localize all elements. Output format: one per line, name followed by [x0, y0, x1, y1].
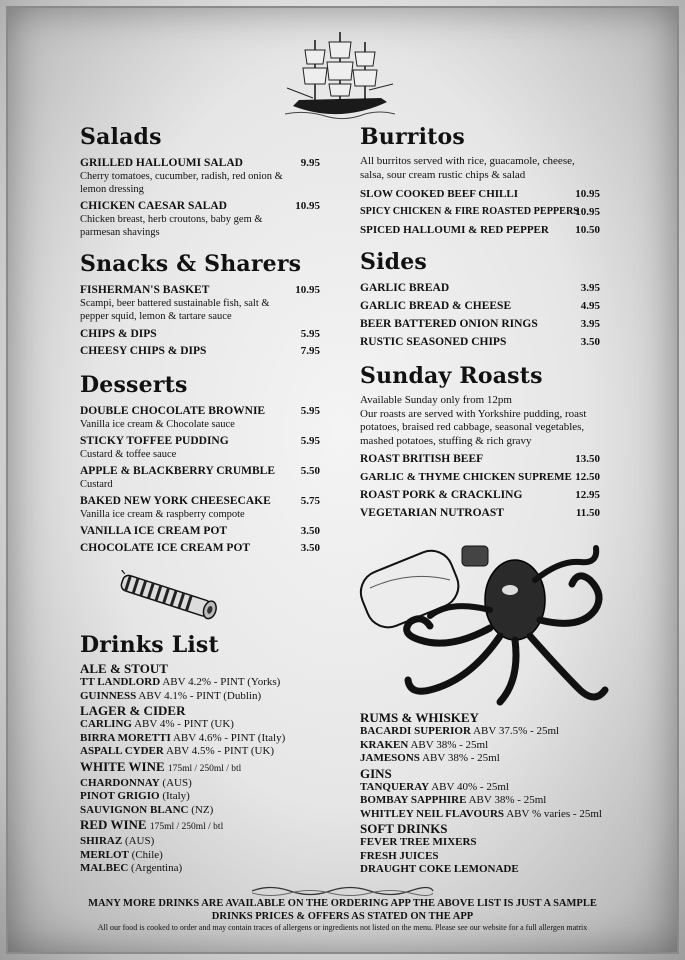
drink-name: TT LANDLORD [80, 676, 161, 688]
item-desc: Vanilla ice cream & Chocolate sauce [80, 419, 235, 430]
soft-drinks-heading: SOFT DRINKS [360, 821, 448, 836]
item-name: SPICED HALLOUMI & RED PEPPER [360, 224, 549, 236]
drink-name: KRAKEN [360, 738, 409, 751]
left-column [80, 124, 320, 555]
drink-detail: ABV 38% - 25ml [468, 794, 547, 806]
item-name: CHIPS & DIPS [80, 328, 157, 340]
item-price: 5.95 [300, 435, 320, 447]
menu-item [360, 205, 600, 219]
drink-name: SAUVIGNON BLANC [80, 803, 189, 816]
drink-detail: ABV 38% - 25ml [410, 738, 489, 751]
drink-detail: (Argentina) [131, 862, 183, 874]
item-name: VEGETARIAN NUTROAST [360, 507, 504, 519]
drink-detail: ABV 4.1% - PINT (Dublin) [138, 689, 262, 702]
drink-name: MERLOT [80, 848, 129, 861]
drink-line [80, 849, 340, 863]
item-desc: Vanilla ice cream & raspberry compote [80, 509, 245, 520]
drink-detail: ABV % varies - 25ml [506, 807, 602, 820]
item-price: 7.95 [300, 345, 320, 357]
drink-detail: (Chile) [131, 848, 163, 861]
item-price: 3.50 [300, 542, 320, 554]
footer-allergens: All our food is cooked to order and may contain traces of allergens or ingredients not listed on the menu. Please see our website for a full allergen matrix [97, 923, 588, 932]
item-price: 12.50 [575, 471, 600, 483]
menu-item [360, 488, 600, 502]
drink-line [360, 808, 620, 822]
item-desc: Custard [80, 479, 113, 490]
drink-detail: ABV 4.6% - PINT (Italy) [172, 731, 286, 744]
drink-line [360, 850, 620, 864]
drink-line [80, 777, 340, 791]
drink-line [80, 718, 340, 732]
item-name: GARLIC BREAD & CHEESE [360, 300, 512, 312]
item-price: 11.50 [575, 507, 600, 519]
drink-detail: ABV 40% - 25ml [431, 780, 509, 793]
item-price: 10.95 [575, 188, 600, 200]
drink-name: JAMESONS [360, 752, 420, 764]
drink-name: ASPALL CYDER [80, 745, 164, 757]
item-price: 10.50 [575, 224, 600, 236]
snacks-title: Snacks & Sharers [80, 251, 302, 277]
item-price: 13.50 [575, 453, 600, 465]
drink-name: CARLING [80, 718, 132, 730]
item-name: SPICY CHICKEN & FIRE ROASTED PEPPERS [360, 206, 579, 217]
drink-line [360, 739, 620, 753]
item-name: GARLIC BREAD [360, 282, 450, 294]
desserts-title: Desserts [80, 372, 188, 398]
drink-detail: (AUS) [162, 776, 192, 789]
drink-detail: ABV 4.5% - PINT (UK) [166, 745, 275, 757]
item-desc: Scampi, beer battered sustainable fish, salt & pepper squid, lemon & tartare sauce [80, 298, 270, 322]
drink-line [360, 836, 620, 850]
roasts-title: Sunday Roasts [360, 363, 543, 389]
drink-name: BIRRA MORETTI [80, 731, 171, 744]
footer-prices: DRINKS PRICES & OFFERS AS STATED ON THE APP [211, 910, 474, 922]
drink-line [80, 676, 340, 690]
drink-name: WHITLEY NEIL FLAVOURS [360, 807, 505, 820]
roasts-availability: Available Sunday only from 12pm [360, 394, 512, 406]
menu-item [80, 344, 320, 358]
item-price: 5.75 [300, 495, 320, 507]
item-price: 10.95 [295, 284, 320, 296]
drink-name: FRESH JUICES [360, 849, 439, 862]
white-wine-sizes: 175ml / 250ml / btl [167, 763, 242, 774]
drink-line [80, 745, 340, 759]
drinks-right [360, 710, 620, 877]
drink-line [80, 862, 340, 876]
drink-detail: ABV 38% - 25ml [422, 752, 500, 764]
ship-illustration [285, 28, 395, 128]
drink-name: GUINNESS [80, 689, 137, 702]
drink-detail: (Italy) [162, 790, 190, 802]
white-wine-label: WHITE WINE [80, 758, 165, 774]
rope-divider [250, 884, 435, 898]
item-name: CHICKEN CAESAR SALAD [80, 200, 227, 212]
menu-item [360, 317, 600, 331]
menu-item [80, 283, 320, 323]
item-name: APPLE & BLACKBERRY CRUMBLE [80, 465, 276, 477]
drink-line [360, 794, 620, 808]
item-name: GARLIC & THYME CHICKEN SUPREME [360, 471, 572, 483]
octopus-illustration [350, 540, 610, 710]
item-desc: Custard & toffee sauce [80, 449, 177, 460]
salads-title: Salads [80, 124, 162, 150]
drinks-title: Drinks List [80, 632, 219, 658]
drink-name: BACARDI SUPERIOR [360, 725, 471, 737]
menu-item [80, 494, 320, 521]
item-price: 4.95 [580, 300, 600, 312]
menu-item [360, 506, 600, 520]
drink-detail: ABV 4.2% - PINT (Yorks) [162, 676, 281, 688]
drink-line [360, 863, 620, 877]
drink-line [80, 835, 340, 849]
item-price: 3.95 [580, 282, 600, 294]
drink-name: PINOT GRIGIO [80, 790, 160, 802]
item-price: 12.95 [575, 489, 600, 501]
drink-line [360, 752, 620, 766]
drink-detail: (AUS) [124, 835, 155, 847]
drink-line [360, 725, 620, 739]
item-name: GRILLED HALLOUMI SALAD [80, 157, 243, 169]
drink-name: SHIRAZ [80, 835, 123, 847]
red-wine-sizes: 175ml / 250ml / btl [149, 822, 224, 832]
menu-item [80, 541, 320, 555]
drink-name: CHARDONNAY [80, 776, 160, 789]
burritos-intro: All burritos served with rice, guacamole, cheese, salsa, sour cream rustic chips & salad [360, 155, 575, 181]
item-name: FISHERMAN'S BASKET [80, 284, 210, 296]
drink-detail: (NZ) [191, 803, 214, 816]
item-name: VANILLA ICE CREAM POT [80, 525, 228, 537]
item-name: DOUBLE CHOCOLATE BROWNIE [80, 405, 266, 417]
menu-item [80, 524, 320, 538]
right-column [360, 124, 600, 520]
drink-line [80, 690, 340, 704]
item-name: SLOW COOKED BEEF CHILLI [360, 188, 519, 200]
sides-title: Sides [360, 249, 428, 275]
ale-heading: ALE & STOUT [80, 661, 168, 676]
rums-heading: RUMS & WHISKEY [360, 710, 479, 725]
gins-heading: GINS [360, 765, 392, 781]
menu-item [360, 452, 600, 466]
item-price: 3.50 [300, 525, 320, 537]
item-name: CHOCOLATE ICE CREAM POT [80, 542, 251, 554]
drink-name: FEVER TREE MIXERS [360, 836, 477, 848]
drink-line [80, 804, 340, 818]
item-price: 10.95 [295, 200, 320, 212]
item-price: 3.95 [580, 318, 600, 330]
item-price: 10.95 [575, 206, 600, 218]
item-name: ROAST BRITISH BEEF [360, 453, 484, 465]
item-name: RUSTIC SEASONED CHIPS [360, 336, 507, 348]
drink-line [80, 790, 340, 804]
menu-item [80, 434, 320, 461]
item-price: 3.50 [580, 336, 600, 348]
menu-item [360, 223, 600, 237]
item-price: 5.95 [300, 328, 320, 340]
menu-item [360, 335, 600, 349]
drink-detail: ABV 37.5% - 25ml [473, 725, 560, 737]
footer [40, 898, 645, 933]
menu-item [80, 464, 320, 491]
drink-name: MALBEC [80, 862, 129, 874]
menu-item [80, 404, 320, 431]
menu-item [360, 187, 600, 201]
white-wine-heading [80, 759, 340, 777]
lager-heading: LAGER & CIDER [80, 703, 186, 718]
burritos-title: Burritos [360, 124, 465, 150]
scroll-illustration [112, 570, 222, 622]
drink-line [360, 781, 620, 795]
drink-name: DRAUGHT COKE LEMONADE [360, 863, 519, 875]
drink-name: BOMBAY SAPPHIRE [360, 794, 467, 806]
red-wine-label: RED WINE [80, 817, 147, 832]
item-price: 9.95 [300, 157, 320, 169]
item-name: ROAST PORK & CRACKLING [360, 489, 523, 501]
red-wine-heading [80, 817, 340, 835]
item-price: 5.50 [300, 465, 320, 477]
menu-item [360, 299, 600, 313]
item-name: BAKED NEW YORK CHEESECAKE [80, 495, 271, 507]
menu-item [360, 470, 600, 484]
menu-item [80, 199, 320, 239]
footer-notice: MANY MORE DRINKS ARE AVAILABLE ON THE ORDERING APP THE ABOVE LIST IS JUST A SAMPLE [88, 898, 597, 909]
drinks-left [80, 661, 340, 876]
item-price: 5.95 [300, 405, 320, 417]
drink-name: TANQUERAY [360, 780, 430, 793]
item-desc: Cherry tomatoes, cucumber, radish, red onion & lemon dressing [80, 171, 283, 195]
roasts-intro: Our roasts are served with Yorkshire pudding, roast potatoes, braised red cabbage, seasonal vegetables, mashed potatoes, stuffing & rich gravy [360, 407, 587, 447]
item-desc: Chicken breast, herb croutons, baby gem & parmesan shavings [80, 214, 263, 238]
menu-item [80, 156, 320, 196]
menu-item [360, 281, 600, 295]
menu-item [80, 327, 320, 341]
drink-line [80, 732, 340, 746]
item-name: BEER BATTERED ONION RINGS [360, 318, 538, 330]
drink-detail: ABV 4% - PINT (UK) [134, 718, 234, 730]
item-name: STICKY TOFFEE PUDDING [80, 435, 229, 447]
item-name: CHEESY CHIPS & DIPS [80, 345, 207, 357]
